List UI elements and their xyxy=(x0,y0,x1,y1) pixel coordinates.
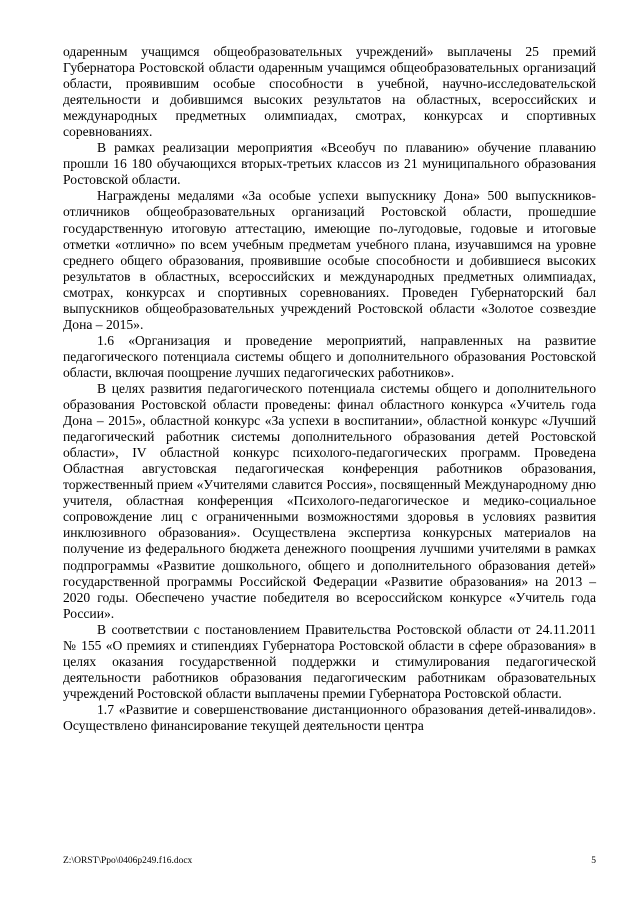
footer-file-path: Z:\ORST\Ppo\0406p249.f16.docx xyxy=(63,856,193,866)
body-paragraph: В целях развития педагогического потенциала системы общего и дополнительного образования Ростовской области проведены: финал областного конкурса «Учитель года Дона – 2015», областной конкурс «За успехи в воспитании», областной конкурс «Лучший педагогический работник системы дополнительного образования детей Ростовской области», IV областной конкурс психолого-педагогических программ. Проведена Областная августовская педагогическая конференция работников образования, торжественный прием «Учителями славится Россия», посвященный Международному дню учителя, областная конференция «Психолого-педагогическое и медико-социальное сопровождение лиц с ограниченными возможностями здоровья в условиях развития инклюзивного образования». Осуществлена экспертиза конкурсных материалов на получение из федерального бюджета денежного поощрения лучшими учителями в рамках подпрограммы «Развитие дошкольного, общего и дополнительного образования детей» государственной программы Российской Федерации «Развитие образования» на 2013 – 2020 годы. Обеспечено участие победителя во всероссийском конкурсе «Учитель года России». xyxy=(63,380,596,621)
body-paragraph: 1.6 «Организация и проведение мероприятий, направленных на развитие педагогического потенциала системы общего и дополнительного образования Ростовской области, включая поощрение лучших педагогических работников». xyxy=(63,332,596,380)
body-paragraph: В соответствии с постановлением Правительства Ростовской области от 24.11.2011 № 155 «О премиях и стипендиях Губернатора Ростовской области в сфере образования» в целях оказания государственной поддержки и стимулирования педагогической деятельности работников образования педагогическим работникам образовательных учреждений Ростовской области выплачены премии Губернатора Ростовской области. xyxy=(63,621,596,701)
page-footer xyxy=(63,856,596,866)
page-number: 5 xyxy=(591,856,596,866)
body-paragraph: одаренным учащимся общеобразовательных учреждений» выплачены 25 премий Губернатора Ростовской области одаренным учащимся общеобразовательных организаций области, проявившим особые способности в учебной, научно-исследовательской деятельности и добившимся высоких результатов на областных, всероссийских и международных предметных олимпиадах, смотрах, конкурсах и спортивных соревнованиях. xyxy=(63,44,596,140)
body-paragraph: Награждены медалями «За особые успехи выпускнику Дона» 500 выпускников-отличников общеобразовательных организаций Ростовской области, прошедшие государственную итоговую аттестацию, имеющие по-лугодовые, годовые и итоговые отметки «отлично» по всем учебным предметам учебного плана, изучавшимся на уровне среднего общего образования, проявившие особые способности и добившиеся высоких результатов в областных, всероссийских и международных предметных олимпиадах, смотрах, конкурсах и спортивных соревнованиях. Проведен Губернаторский бал выпускников общеобразовательных учреждений Ростовской области «Золотое созвездие Дона – 2015». xyxy=(63,188,596,332)
body-paragraph: В рамках реализации мероприятия «Всеобуч по плаванию» обучение плаванию прошли 16 180 обучающихся вторых-третьих классов из 21 муниципального образования Ростовской области. xyxy=(63,140,596,188)
body-paragraph: 1.7 «Развитие и совершенствование дистанционного образования детей-инвалидов». Осуществлено финансирование текущей деятельности центра xyxy=(63,701,596,733)
document-body xyxy=(63,44,596,734)
